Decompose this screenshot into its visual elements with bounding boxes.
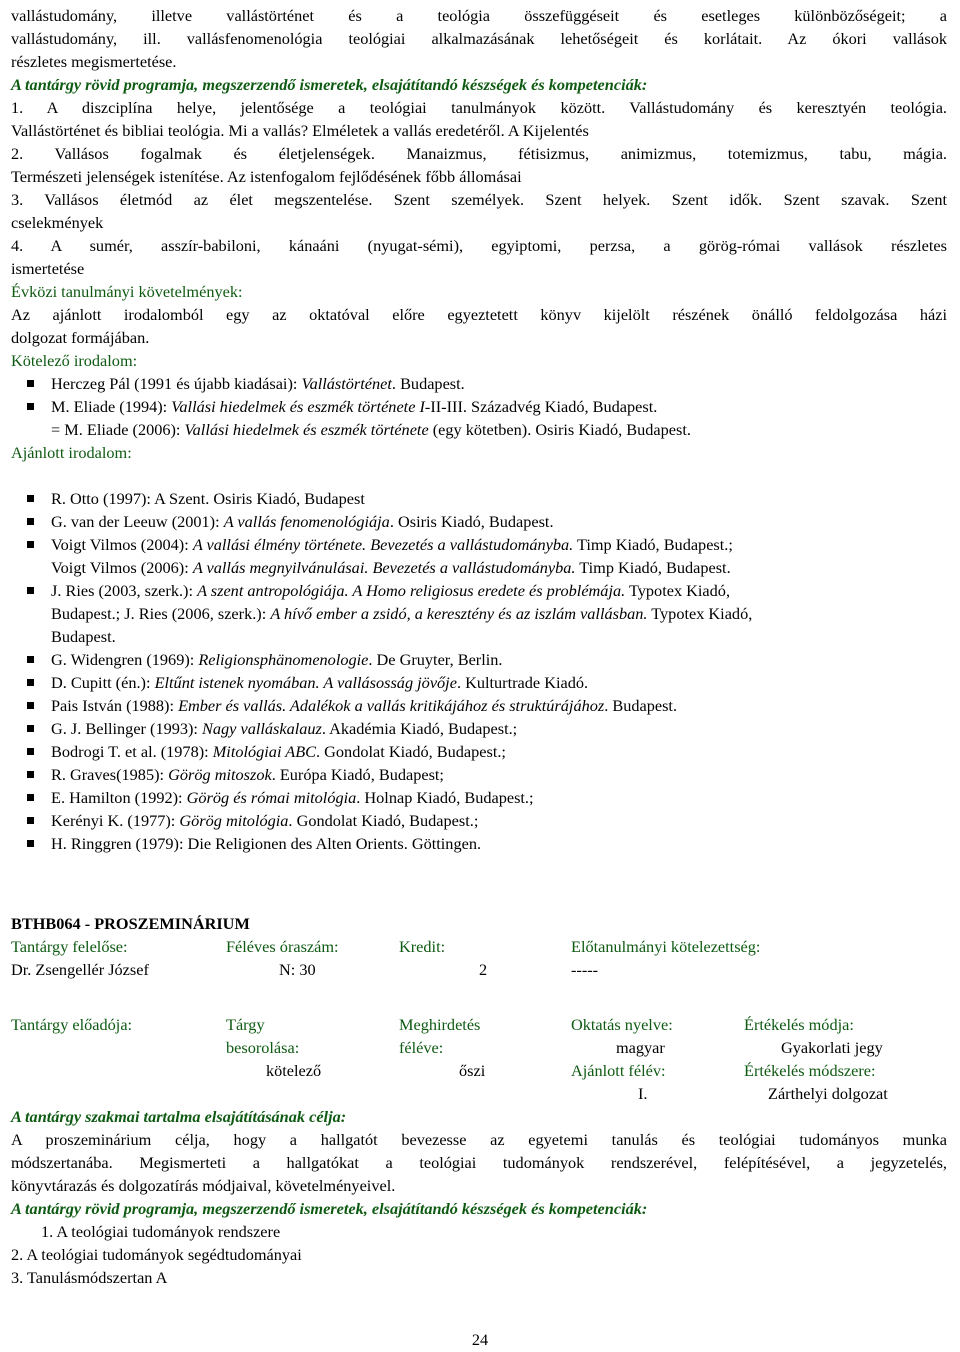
hours-value: N: 30 bbox=[279, 960, 316, 979]
ref-author: D. Cupitt (én.): bbox=[51, 673, 155, 692]
program-line: ismertetése bbox=[11, 259, 85, 278]
ref-author: G. J. Bellinger (1993): bbox=[51, 719, 203, 738]
bullet-icon bbox=[27, 771, 34, 778]
ref-title: A vallás megnyilvánulásai. Bevezetés a vallástudományba. bbox=[192, 558, 576, 577]
bullet-icon bbox=[27, 817, 34, 824]
ref-title: A vallási élmény története. Bevezetés a vallástudományba. bbox=[192, 535, 574, 554]
eval-method-value: Zárthelyi dolgozat bbox=[768, 1084, 888, 1103]
ref-author: G. van der Leeuw (2001): bbox=[51, 512, 224, 531]
intro-line: vallástudomány, ill. vallásfenomenológia teológiai alkalmazásának lehetőségeit és korlátait. Az ókori vallások bbox=[11, 29, 947, 48]
ref-title: Vallási hiedelmek és eszmék története I bbox=[171, 397, 425, 416]
ref-publisher: . Gondolat Kiadó, Budapest.; bbox=[316, 742, 506, 761]
bullet-icon bbox=[27, 518, 34, 525]
ref-author: Herczeg Pál (1991 és újabb kiadásai): bbox=[51, 374, 302, 393]
ref-title: A hívő ember a zsidó, a keresztény és az iszlám vallásban. bbox=[270, 604, 648, 623]
ref-publisher: Typotex Kiadó, bbox=[625, 581, 731, 600]
eval-label: Értékelés módja: bbox=[744, 1015, 854, 1034]
hours-label: Féléves óraszám: bbox=[226, 937, 339, 956]
classification-label: Tárgy bbox=[226, 1015, 265, 1034]
mandatory-heading: Kötelező irodalom: bbox=[11, 351, 138, 370]
bullet-icon bbox=[27, 840, 34, 847]
ref-title: Görög mitoszok bbox=[168, 765, 272, 784]
requirements-line: dolgozat formájában. bbox=[11, 328, 150, 347]
announce-label: Meghirdetés bbox=[399, 1015, 481, 1034]
page-number: 24 bbox=[471, 1330, 489, 1349]
language-value: magyar bbox=[616, 1038, 665, 1057]
ref-author: Bodrogi T. et al. (1978): bbox=[51, 742, 213, 761]
bullet-icon bbox=[27, 656, 34, 663]
ref-author: G. Widengren (1969): bbox=[51, 650, 199, 669]
prereq-value: ----- bbox=[571, 960, 599, 979]
course-program-heading: A tantárgy rövid programja, megszerzendő ismeretek, elsajátítandó készségek és kompetenciák: bbox=[11, 1199, 648, 1218]
ref-publisher: . Akadémia Kiadó, Budapest.; bbox=[321, 719, 518, 738]
ref-author: R. Otto (1997): A Szent. Osiris Kiadó, Budapest bbox=[51, 489, 365, 508]
ref-title: Eltűnt istenek nyomában. A vallásosság jövője bbox=[154, 673, 457, 692]
aim-line: A proszeminárium célja, hogy a hallgatót bevezesse az egyetemi tanulás és teológiai tudományos munka bbox=[11, 1130, 947, 1149]
credit-label: Kredit: bbox=[399, 937, 446, 956]
ref-title: Görög és római mitológia bbox=[186, 788, 357, 807]
responsible-label: Tantárgy felelőse: bbox=[11, 937, 128, 956]
course-program-item: 3. Tanulásmódszertan A bbox=[11, 1268, 168, 1287]
program-heading: A tantárgy rövid programja, megszerzendő ismeretek, elsajátítandó készségek és kompetenciák: bbox=[11, 75, 648, 94]
bullet-icon bbox=[27, 794, 34, 801]
ref-author: H. Ringgren (1979): Die Religionen des Alten Orients. Göttingen. bbox=[51, 834, 482, 853]
bullet-icon bbox=[27, 702, 34, 709]
program-line: 3. Vallásos életmód az élet megszentelése. Szent személyek. Szent helyek. Szent idők. Szent szavak. Szent bbox=[11, 190, 947, 209]
ref-publisher: . Holnap Kiadó, Budapest.; bbox=[356, 788, 534, 807]
aim-line: könyvtárazás és dolgozatírás módjaival, követelményeivel. bbox=[11, 1176, 396, 1195]
ref-publisher: (egy kötetben). Osiris Kiadó, Budapest. bbox=[428, 420, 691, 439]
bullet-icon bbox=[27, 748, 34, 755]
prereq-label: Előtanulmányi kötelezettség: bbox=[571, 937, 761, 956]
bullet-icon bbox=[27, 725, 34, 732]
ref-author: = M. Eliade (2006): bbox=[51, 420, 185, 439]
classification-value: kötelező bbox=[266, 1061, 322, 1080]
intro-line: részletes megismertetése. bbox=[11, 52, 177, 71]
ref-author: Budapest.; J. Ries (2006, szerk.): bbox=[51, 604, 271, 623]
credit-value: 2 bbox=[479, 960, 488, 979]
ref-author: Kerényi K. (1977): bbox=[51, 811, 180, 830]
ref-author: R. Graves(1985): bbox=[51, 765, 169, 784]
bullet-icon bbox=[27, 587, 34, 594]
ref-title: Görög mitológia bbox=[179, 811, 289, 830]
ref-publisher: . De Gruyter, Berlin. bbox=[368, 650, 503, 669]
classification-label: besorolása: bbox=[226, 1038, 300, 1057]
ref-publisher: -II-III. Századvég Kiadó, Budapest. bbox=[424, 397, 658, 416]
announce-value: őszi bbox=[459, 1061, 486, 1080]
ref-publisher: Timp Kiadó, Budapest. bbox=[575, 558, 731, 577]
bullet-icon bbox=[27, 403, 34, 410]
lecturer-label: Tantárgy előadója: bbox=[11, 1015, 133, 1034]
intro-line: vallástudomány, illetve vallástörténet és a teológia összefüggéseit és esetleges különbözőségeit; a bbox=[11, 6, 947, 25]
ref-title: A szent antropológiája. A Homo religiosus eredete és problémája. bbox=[197, 581, 626, 600]
ref-author: Voigt Vilmos (2006): bbox=[51, 558, 193, 577]
ref-publisher: Typotex Kiadó, bbox=[647, 604, 753, 623]
ref-title: Mitológiai ABC bbox=[212, 742, 317, 761]
bullet-icon bbox=[27, 495, 34, 502]
program-line: 2. Vallásos fogalmak és életjelenségek. Manaizmus, fétisizmus, animizmus, totemizmus, tabu, mágia. bbox=[11, 144, 947, 163]
program-line: Vallástörténet és bibliai teológia. Mi a vallás? Elméletek a vallás eredetéről. A Kijelentés bbox=[11, 121, 589, 140]
requirements-heading: Évközi tanulmányi követelmények: bbox=[11, 282, 243, 301]
eval-value: Gyakorlati jegy bbox=[781, 1038, 883, 1057]
bullet-icon bbox=[27, 380, 34, 387]
course-program-item: 1. A teológiai tudományok rendszere bbox=[41, 1222, 281, 1241]
semester-label: Ajánlott félév: bbox=[571, 1061, 666, 1080]
program-line: cselekmények bbox=[11, 213, 104, 232]
ref-title: Nagy valláskalauz bbox=[202, 719, 322, 738]
course-program-item: 2. A teológiai tudományok segédtudományai bbox=[11, 1245, 302, 1264]
ref-publisher: . Budapest. bbox=[604, 696, 678, 715]
ref-title: Religionsphänomenologie bbox=[198, 650, 369, 669]
course-title: BTHB064 - PROSZEMINÁRIUM bbox=[11, 914, 250, 933]
aim-line: módszertanába. Megismerteti a hallgatókat a teológiai tudományok rendszerével, felépítésével, a jegyzetelés, bbox=[11, 1153, 947, 1172]
eval-method-label: Értékelés módszere: bbox=[744, 1061, 876, 1080]
ref-author: M. Eliade (1994): bbox=[51, 397, 172, 416]
ref-title: Vallástörténet bbox=[301, 374, 392, 393]
ref-author: J. Ries (2003, szerk.): bbox=[51, 581, 198, 600]
ref-publisher: . Gondolat Kiadó, Budapest.; bbox=[288, 811, 479, 830]
requirements-line: Az ajánlott irodalomból egy az oktatóval előre egyeztetett könyv kijelölt részének önálló feldolgozása házi bbox=[11, 305, 947, 324]
ref-publisher: . Kulturtrade Kiadó. bbox=[456, 673, 589, 692]
program-line: 4. A sumér, asszír-babiloni, kánaáni (nyugat-sémi), egyiptomi, perzsa, a görög-római vallások részletes bbox=[11, 236, 947, 255]
aim-heading: A tantárgy szakmai tartalma elsajátításának célja: bbox=[11, 1107, 347, 1126]
ref-author: Budapest. bbox=[51, 627, 116, 646]
language-label: Oktatás nyelve: bbox=[571, 1015, 673, 1034]
ref-author: E. Hamilton (1992): bbox=[51, 788, 187, 807]
semester-value: I. bbox=[638, 1084, 648, 1103]
bullet-icon bbox=[27, 679, 34, 686]
responsible-value: Dr. Zsengellér József bbox=[11, 960, 149, 979]
ref-publisher: . Budapest. bbox=[391, 374, 465, 393]
ref-title: Ember és vallás. Adalékok a vallás kritikájához és struktúrájához bbox=[178, 696, 605, 715]
program-line: Természeti jelenségek istenítése. Az istenfogalom fejlődésének főbb állomásai bbox=[11, 167, 522, 186]
ref-title: Vallási hiedelmek és eszmék története bbox=[184, 420, 429, 439]
ref-publisher: . Osiris Kiadó, Budapest. bbox=[389, 512, 554, 531]
announce-label: féléve: bbox=[399, 1038, 444, 1057]
ref-publisher: . Európa Kiadó, Budapest; bbox=[271, 765, 444, 784]
ref-author: Voigt Vilmos (2004): bbox=[51, 535, 193, 554]
ref-publisher: Timp Kiadó, Budapest.; bbox=[573, 535, 733, 554]
recommended-heading: Ajánlott irodalom: bbox=[11, 443, 132, 462]
program-line: 1. A diszciplína helye, jelentősége a teológiai tanulmányok között. Vallástudomány és keresztyén teológia. bbox=[11, 98, 947, 117]
ref-author: Pais István (1988): bbox=[51, 696, 179, 715]
bullet-icon bbox=[27, 541, 34, 548]
ref-title: A vallás fenomenológiája bbox=[223, 512, 390, 531]
